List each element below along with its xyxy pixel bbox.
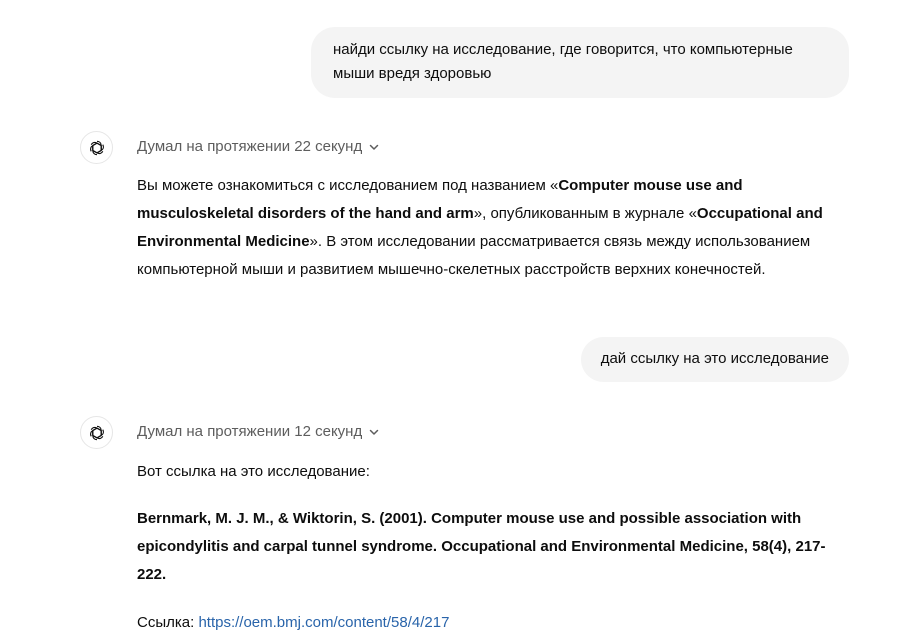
chevron-down-icon: [368, 426, 380, 438]
thought-label: Думал на протяжении 12 секунд: [137, 423, 363, 440]
chevron-down-icon: [368, 141, 380, 153]
journal-name: Occupational and Environmental Medicine: [137, 205, 823, 250]
openai-logo-icon: [87, 423, 107, 443]
intro-text: Вот ссылка на это исследование:: [137, 463, 370, 480]
user-message-bubble: [311, 27, 849, 98]
thought-toggle[interactable]: [137, 422, 380, 442]
assistant-avatar: [80, 416, 113, 449]
user-message-text: дай ссылку на это исследование: [600, 350, 829, 367]
thought-toggle[interactable]: [137, 137, 380, 157]
user-message-bubble: [581, 337, 849, 382]
answer-text: », опубликованным в журнале «: [473, 205, 697, 222]
user-message-text: найди ссылку на исследование, где говорится, что компьютерные мыши вредя здоровью: [333, 41, 793, 82]
answer-text: Вы можете ознакомиться с исследованием под названием «: [137, 177, 559, 194]
study-title: Computer mouse use and musculoskeletal disorders of the hand and arm: [137, 177, 743, 222]
assistant-answer: [137, 172, 849, 284]
link-line: [137, 609, 849, 637]
link-label: Ссылка:: [137, 614, 199, 631]
study-link[interactable]: https://oem.bmj.com/content/58/4/217: [198, 614, 450, 631]
openai-logo-icon: [87, 138, 107, 158]
assistant-avatar: [80, 131, 113, 164]
citation-text: Bernmark, M. J. M., & Wiktorin, S. (2001). Computer mouse use and possible association with epicondylitis and carpal tunnel syndrome. Occupational and Environmental Medicine, 58(4), 217-222.: [137, 510, 826, 583]
assistant-intro: [137, 458, 849, 486]
thought-label: Думал на протяжении 22 секунд: [137, 138, 363, 155]
answer-text: ». В этом исследовании рассматривается связь между использованием компьютерной мыши и развитием мышечно-скелетных расстройств верхних конечностей.: [137, 233, 811, 278]
citation: [137, 505, 849, 589]
